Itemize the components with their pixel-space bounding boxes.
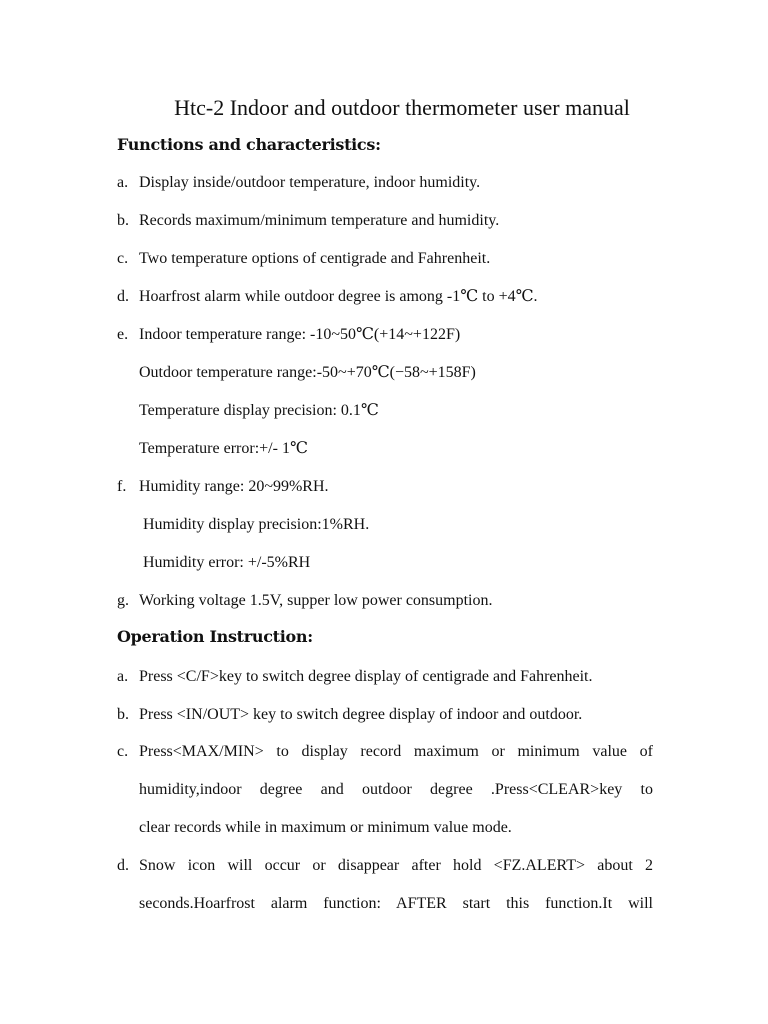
list-marker: c. [117,743,129,760]
list-item-text: Working voltage 1.5V, supper low power consumption. [139,592,493,609]
list-marker: e. [117,326,129,343]
list-item-text: Indoor temperature range: -10~50℃(+14~+122F) [139,326,461,343]
list-marker: a. [117,668,129,685]
list-item-text: clear records while in maximum or minimum value mode. [139,819,512,836]
list-marker: d. [117,288,129,305]
list-item-text: Temperature display precision: 0.1℃ [139,402,379,419]
list-item-text: Humidity range: 20~99%RH. [139,478,329,495]
section-heading-functions: Functions and characteristics: [117,135,381,154]
list-item-text: Humidity display precision:1%RH. [143,516,370,533]
list-item-text: Records maximum/minimum temperature and humidity. [139,212,500,229]
list-marker: f. [117,478,127,495]
list-marker: g. [117,592,129,609]
list-item-text: Display inside/outdoor temperature, indoor humidity. [139,174,481,191]
list-item-text: Humidity error: +/-5%RH [143,554,311,571]
list-item-text: Outdoor temperature range:-50~+70℃(−58~+158F) [139,364,476,381]
list-item-text: Two temperature options of centigrade and Fahrenheit. [139,250,491,267]
list-item-text: Snow icon will occur or disappear after hold <FZ.ALERT> about 2 [139,857,653,874]
list-marker: a. [117,174,129,191]
list-item-text: seconds.Hoarfrost alarm function: AFTER start this function.It will [139,895,653,912]
list-item-text: Temperature error:+/- 1℃ [139,440,308,457]
section-heading-operation: Operation Instruction: [117,627,313,646]
list-marker: b. [117,706,129,723]
list-marker: c. [117,250,129,267]
list-item-text: Hoarfrost alarm while outdoor degree is among -1℃ to +4℃. [139,288,538,305]
list-item-text: Press <C/F>key to switch degree display of centigrade and Fahrenheit. [139,668,593,685]
list-marker: b. [117,212,129,229]
list-item-text: humidity,indoor degree and outdoor degree .Press<CLEAR>key to [139,781,653,798]
document-title: Htc-2 Indoor and outdoor thermometer user manual [174,95,630,120]
list-item-text: Press <IN/OUT> key to switch degree display of indoor and outdoor. [139,706,583,723]
list-marker: d. [117,857,129,874]
list-item-text: Press<MAX/MIN> to display record maximum or minimum value of [139,743,653,760]
